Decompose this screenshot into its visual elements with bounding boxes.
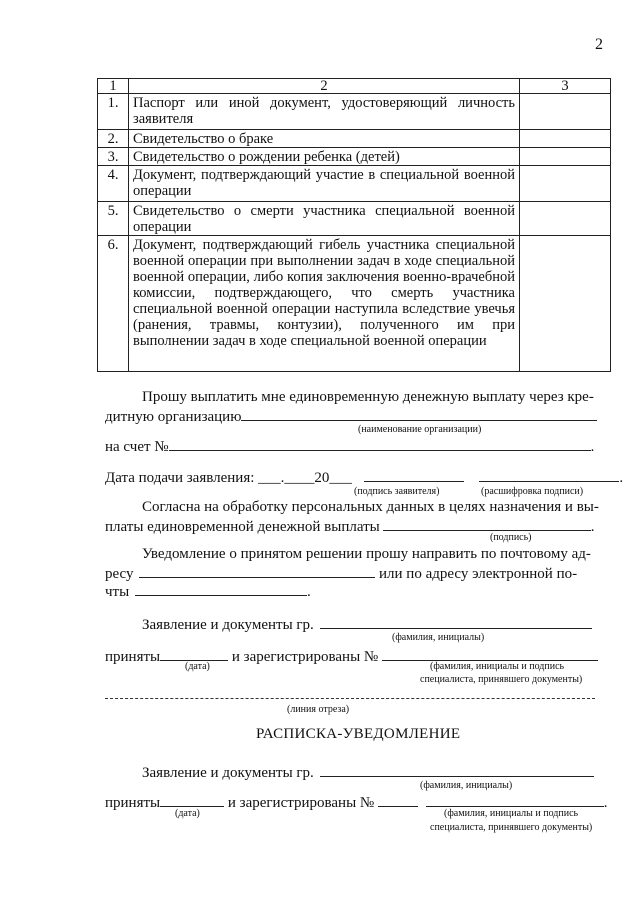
row-document: Свидетельство о браке (129, 130, 520, 148)
row-document: Документ, подтверждающий гибель участника специальной военной операции при выполнении задач в ходе специальной военной операции, либо копия заключения военно-врачебной комиссии, подтверждающего, что смерть участника специальной военной операции наступила вследствие увечья (ранения, травмы, контузии), полученного им при выполнении задач в ходе специальной военной операции (129, 236, 520, 372)
applicant-signature-field[interactable] (364, 467, 464, 482)
receipt2-registered: и зарегистрированы № (227, 795, 375, 811)
notify-line1: Уведомление о принятом решении прошу направить по почтовому ад- (142, 546, 591, 562)
row-document: Документ, подтверждающий участие в специальной военной операции (129, 166, 520, 202)
receipt2-line1 (142, 762, 594, 782)
receipt2-fio-field[interactable] (320, 762, 594, 777)
row-note (520, 130, 611, 148)
sign-caption: (подпись заявителя) (354, 486, 440, 497)
date-line: Дата подачи заявления: ___.____20___ . (105, 467, 623, 487)
receipt2-spec-caption-1: (фамилия, инициалы и подпись (444, 808, 579, 819)
table-row (98, 148, 611, 166)
row-document: Свидетельство о рождении ребенка (детей) (129, 148, 520, 166)
credit-org-label: дитную организацию (105, 409, 242, 425)
row-note (520, 148, 611, 166)
signature-decode-field[interactable] (479, 467, 619, 482)
receipt1-fio-field[interactable] (320, 614, 592, 629)
row-document: Паспорт или иной документ, удостоверяющий личность заявителя (129, 94, 520, 130)
org-caption: (наименование организации) (358, 424, 482, 435)
receipt1-label: Заявление и документы гр. (142, 617, 314, 633)
cut-line (105, 698, 595, 699)
receipt2-date-caption: (дата) (175, 808, 200, 819)
table-row (98, 130, 611, 148)
table-header-cell: 1 (98, 79, 129, 94)
page-number: 2 (595, 36, 603, 53)
receipt1-number-field[interactable] (382, 646, 598, 661)
receipt1-registered: и зарегистрированы № (231, 649, 379, 665)
row-note (520, 236, 611, 372)
table-header-row (98, 79, 611, 94)
table-row (98, 94, 611, 130)
documents-table (97, 78, 611, 372)
table-row (98, 202, 611, 236)
table-row (98, 236, 611, 372)
receipt2-number-field[interactable] (378, 792, 418, 807)
receipt2-date-field[interactable] (160, 792, 224, 807)
decode-caption: (расшифровка подписи) (481, 486, 584, 497)
row-document: Свидетельство о смерти участника специальной военной операции (129, 202, 520, 236)
receipt2-label: Заявление и документы гр. (142, 765, 314, 781)
receipt1-spec-caption-2: специалиста, принявшего документы) (420, 674, 583, 685)
notify-line2 (105, 563, 577, 583)
postal-address-field[interactable] (139, 563, 375, 578)
credit-org-field[interactable] (241, 406, 597, 421)
row-number: 3. (98, 148, 129, 166)
payment-request-line1: Прошу выплатить мне единовременную денежную выплату через кре- (142, 389, 594, 405)
row-number: 5. (98, 202, 129, 236)
date-label: Дата подачи заявления: ___.____20___ (105, 470, 352, 486)
email-label: или по адресу электронной по- (379, 566, 578, 582)
consent-label: платы единовременной денежной выплаты (105, 519, 380, 535)
account-line: на счет № . (105, 436, 594, 456)
table-header-cell: 2 (129, 79, 520, 94)
account-field[interactable] (169, 436, 591, 451)
receipt1-spec-caption-1: (фамилия, инициалы и подпись (430, 661, 565, 672)
account-label: на счет № (105, 439, 169, 455)
row-note (520, 166, 611, 202)
table-row (98, 166, 611, 202)
row-number: 1. (98, 94, 129, 130)
receipt2-accepted: приняты (105, 795, 161, 811)
receipt2-fio-caption: (фамилия, инициалы) (420, 780, 513, 791)
payment-request-line2 (105, 406, 597, 426)
table-header-cell: 3 (520, 79, 611, 94)
receipt1-date-caption: (дата) (185, 661, 210, 672)
receipt1-line1 (142, 614, 592, 634)
notify-line3: чты . (105, 581, 311, 601)
row-note (520, 94, 611, 130)
consent-line1: Согласна на обработку персональных данных в целях назначения и вы- (142, 499, 599, 515)
email-address-field[interactable] (135, 581, 307, 596)
consent-signature-field[interactable] (383, 516, 591, 531)
cut-line-caption: (линия отреза) (287, 704, 350, 715)
postal-label: ресу (105, 566, 134, 582)
row-note (520, 202, 611, 236)
consent-line2: платы единовременной денежной выплаты . (105, 516, 595, 536)
receipt2-line2: приняты и зарегистрированы № . (105, 792, 607, 812)
consent-caption: (подпись) (490, 532, 532, 543)
email-label-end: чты (105, 584, 130, 600)
receipt-title: РАСПИСКА-УВЕДОМЛЕНИЕ (256, 726, 461, 742)
row-number: 2. (98, 130, 129, 148)
receipt1-fio-caption: (фамилия, инициалы) (392, 632, 485, 643)
row-number: 4. (98, 166, 129, 202)
receipt2-specialist-field[interactable] (426, 792, 604, 807)
receipt1-accepted: приняты (105, 649, 161, 665)
receipt1-date-field[interactable] (160, 646, 228, 661)
receipt2-spec-caption-2: специалиста, принявшего документы) (430, 822, 593, 833)
row-number: 6. (98, 236, 129, 372)
